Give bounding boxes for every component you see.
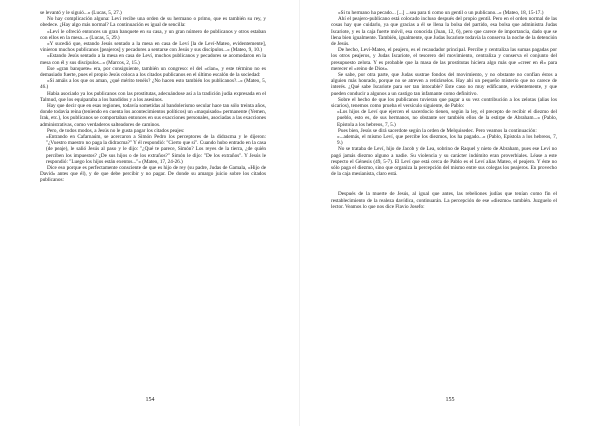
paragraph: Pero, de todos modos, a Jesús no le gusta pagar los citados peajes: <box>47 127 185 134</box>
paragraph: «Leví le ofreció entonces un gran banquete en su casa, y un gran número de publicanos y otros estaban con ellos en la mesa...» (Lucas, 5, 29.) <box>40 28 266 41</box>
paragraph: De hecho, Leví-Mateo, el peajero, es el recaudador principal. Percibe y centraliza las sumas pagadas por los otros peajeros, y Judas Iscariote, el tesorero del movimiento, centraliza y conserva el conjunto del presupuesto zelota. Y es probable que la masa de las prostitutas hiciera algo más que «creer en él» para merecer el «reino de Dios». <box>331 47 557 72</box>
right-text-column <box>331 10 557 210</box>
paragraph: Dice eso porque es perfectamente consciente de que es hijo de rey (su padre, Judas de Gamala, «Hijo de David» antes que él), y de que debe percibir y no pagar. De donde su amargo juicio sobre los citados publicanos: <box>40 165 266 184</box>
quote-paragraph: «...además, el mismo Leví, que percibe los diezmos, los ha pagado...» (Pablo, Epístola a los hebreos, 7, 9.) <box>337 134 557 147</box>
left-text-column <box>40 10 266 184</box>
paragraph: Después de la muerte de Jesús, al igual que antes, las rebeliones judías que tenían como fin el restablecimiento de la realeza davídica, continuarán. La percepción de ese «diezmo» también. Juzguelo el lector. Veamos lo que nos dice Flavio Josefo: <box>331 191 557 210</box>
quote-paragraph: «Los hijos de Leví que ejercen el sacerdocio tienen, según la ley, el precepto de recibir el diezmo del pueblo, esto es, de sus hermanos, no obstante ser también ellos de la estirpe de Abraham...» (Pablo, Epístola a los hebreos, 7, 5.) <box>337 109 557 128</box>
paragraph: Se sabe, por otra parte, que Judas sustrae fondos del movimiento, y no obstante no confían éstos a alguien más honrado, porque no se atreven a retirárselos. Hay ahí un pequeño misterio que no carece de interés. ¿Qué sabe Iscariote para ser tan intocable? Este caso no muy edificante, evidentemente, y que pueden conducir a algunos a un castigo tan infamante como definitivo. <box>331 72 557 97</box>
paragraph: No se trataba de Leví, hijo de Jacob y de Lea, sobrino de Raquel y nieto de Abraham, pues ese Leví no pagó jamás diezmo alguno a nadie. Su violencia y su carácter indómito eran proverbiales. Léase a este respecto el Génesis (49, 5-7). El Leví que está cerca de Pablo es el Leví alias Mateo, el peajero. Y éste no sólo paga el diezmo, sino que organiza la percepción del mismo entre sus colegas los peajeros. En provecho de la caja mesianista, claro está. <box>331 146 557 178</box>
paragraph: «Estando Jesús sentado a la mesa en casa de Leví, muchos publicanos y pecadores se acomodaron en la mesa con él y sus discípulos...» (Marcos, 2, 15.) <box>40 53 266 66</box>
paragraph: «Si amáis a los que os aman, ¿qué mérito tenéis? ¿No hacen esto también los publicanos?...» (Mateo, 5, 46.) <box>40 78 266 91</box>
paragraph: «Y sucedió que, estando Jesús sentado a la mesa en casa de Leví [la de Leví-Mateo, evidentemente], vinieron muchos publicanos [peajeros] y pecadores a sentarse con Jesús y sus discípulos...» (Mateo, 9, 10.) <box>40 41 266 54</box>
right-page <box>300 0 600 426</box>
paragraph: Pues bien, Jesús se dirá sacerdote según la orden de Melquisedec. Pero veamos la continuación: <box>338 127 537 134</box>
paragraph: No hay complicación alguna: Leví recibe una orden de su hermano o primo, que es también su rey, y obedece. ¿Hay algo más normal? La continuación es igual de sencilla: <box>40 16 266 29</box>
page-number-left: 154 <box>145 397 155 403</box>
page-number-right: 155 <box>445 397 455 403</box>
paragraph: «Si tu hermano ha pecado... [...] ...sea para ti como un gentil o un publicano...» (Mateo, 18, 15-17.) <box>338 10 544 16</box>
quote-paragraph: «Entrando en Cafarnaúm, se acercaron a Simón Pedro los perceptores de la didracma y le dijeron: "¿Vuestro maestro no paga la didracma?" Y él respondió: "Cierto que sí". Cuando hubo entrado en la casa (de peaje), le salió Jesús al paso y le dijo: "¿Qué te parece, Simón? Los reyes de la tierra, ¿de quién perciben los impuestos? ¿De sus hijos o de los extraños?" Simón le dijo: "De los extraños". Y Jesús le respondió: "Luego los hijos están exentos..."» (Mateo, 17, 24-26.) <box>46 134 266 165</box>
paragraph: se levantó y le siguió...» (Lucas, 5, 27.) <box>40 10 122 16</box>
paragraph: Ahí el peajero-publicano está colocado incluso después del propio gentil. Pero en el orden normal de las cosas hay que cuidarlo, ya que gracias a él se llena la bolsa del partido, esa bolsa que administra Judas Iscariote, y es la caja fuerte móvil, esa conocida (Juan, 12, 6), pero que carece de importancia, dado que se llena bien igualmente. También, igualmente, que Judas Iscariote todavía la conserva la noche de la detención de Jesús. <box>331 16 557 48</box>
paragraph: Había asociado ya los publicanos con las prostitutas, adecuándose así a la tradición judía expresada en el Talmud, que los equiparaba a los bandidos y a los asesinos. <box>40 90 266 103</box>
paragraph: Sobre el hecho de que los publicanos tuvieran que pagar a su vez contribución a los zelotas (alias los sicarios), tenemos como prueba el versículo siguiente, de Pablo: <box>331 96 557 110</box>
paragraph: Ese «gran banquete» era, por consiguiente, también un congreso: el del «clan», y este término no es demasiado fuerte, pues el propio Jesús coloca a los citados publicanos en el último escalón de la sociedad: <box>40 65 266 79</box>
paragraph: Hay que decir que en esas regiones, todavía sometidas al bandolerismo secular hace tan sólo treinta años, donde todavía reina (teniendo en cuenta los acontecimientos políticos) un «maquisado» permanente (Yemen, Irak, etc.), los publicanos se comportaban entonces en sus exacciones personales, asociadas a las exacciones administrativas, como verdaderos salteadores de caminos. <box>40 103 266 128</box>
